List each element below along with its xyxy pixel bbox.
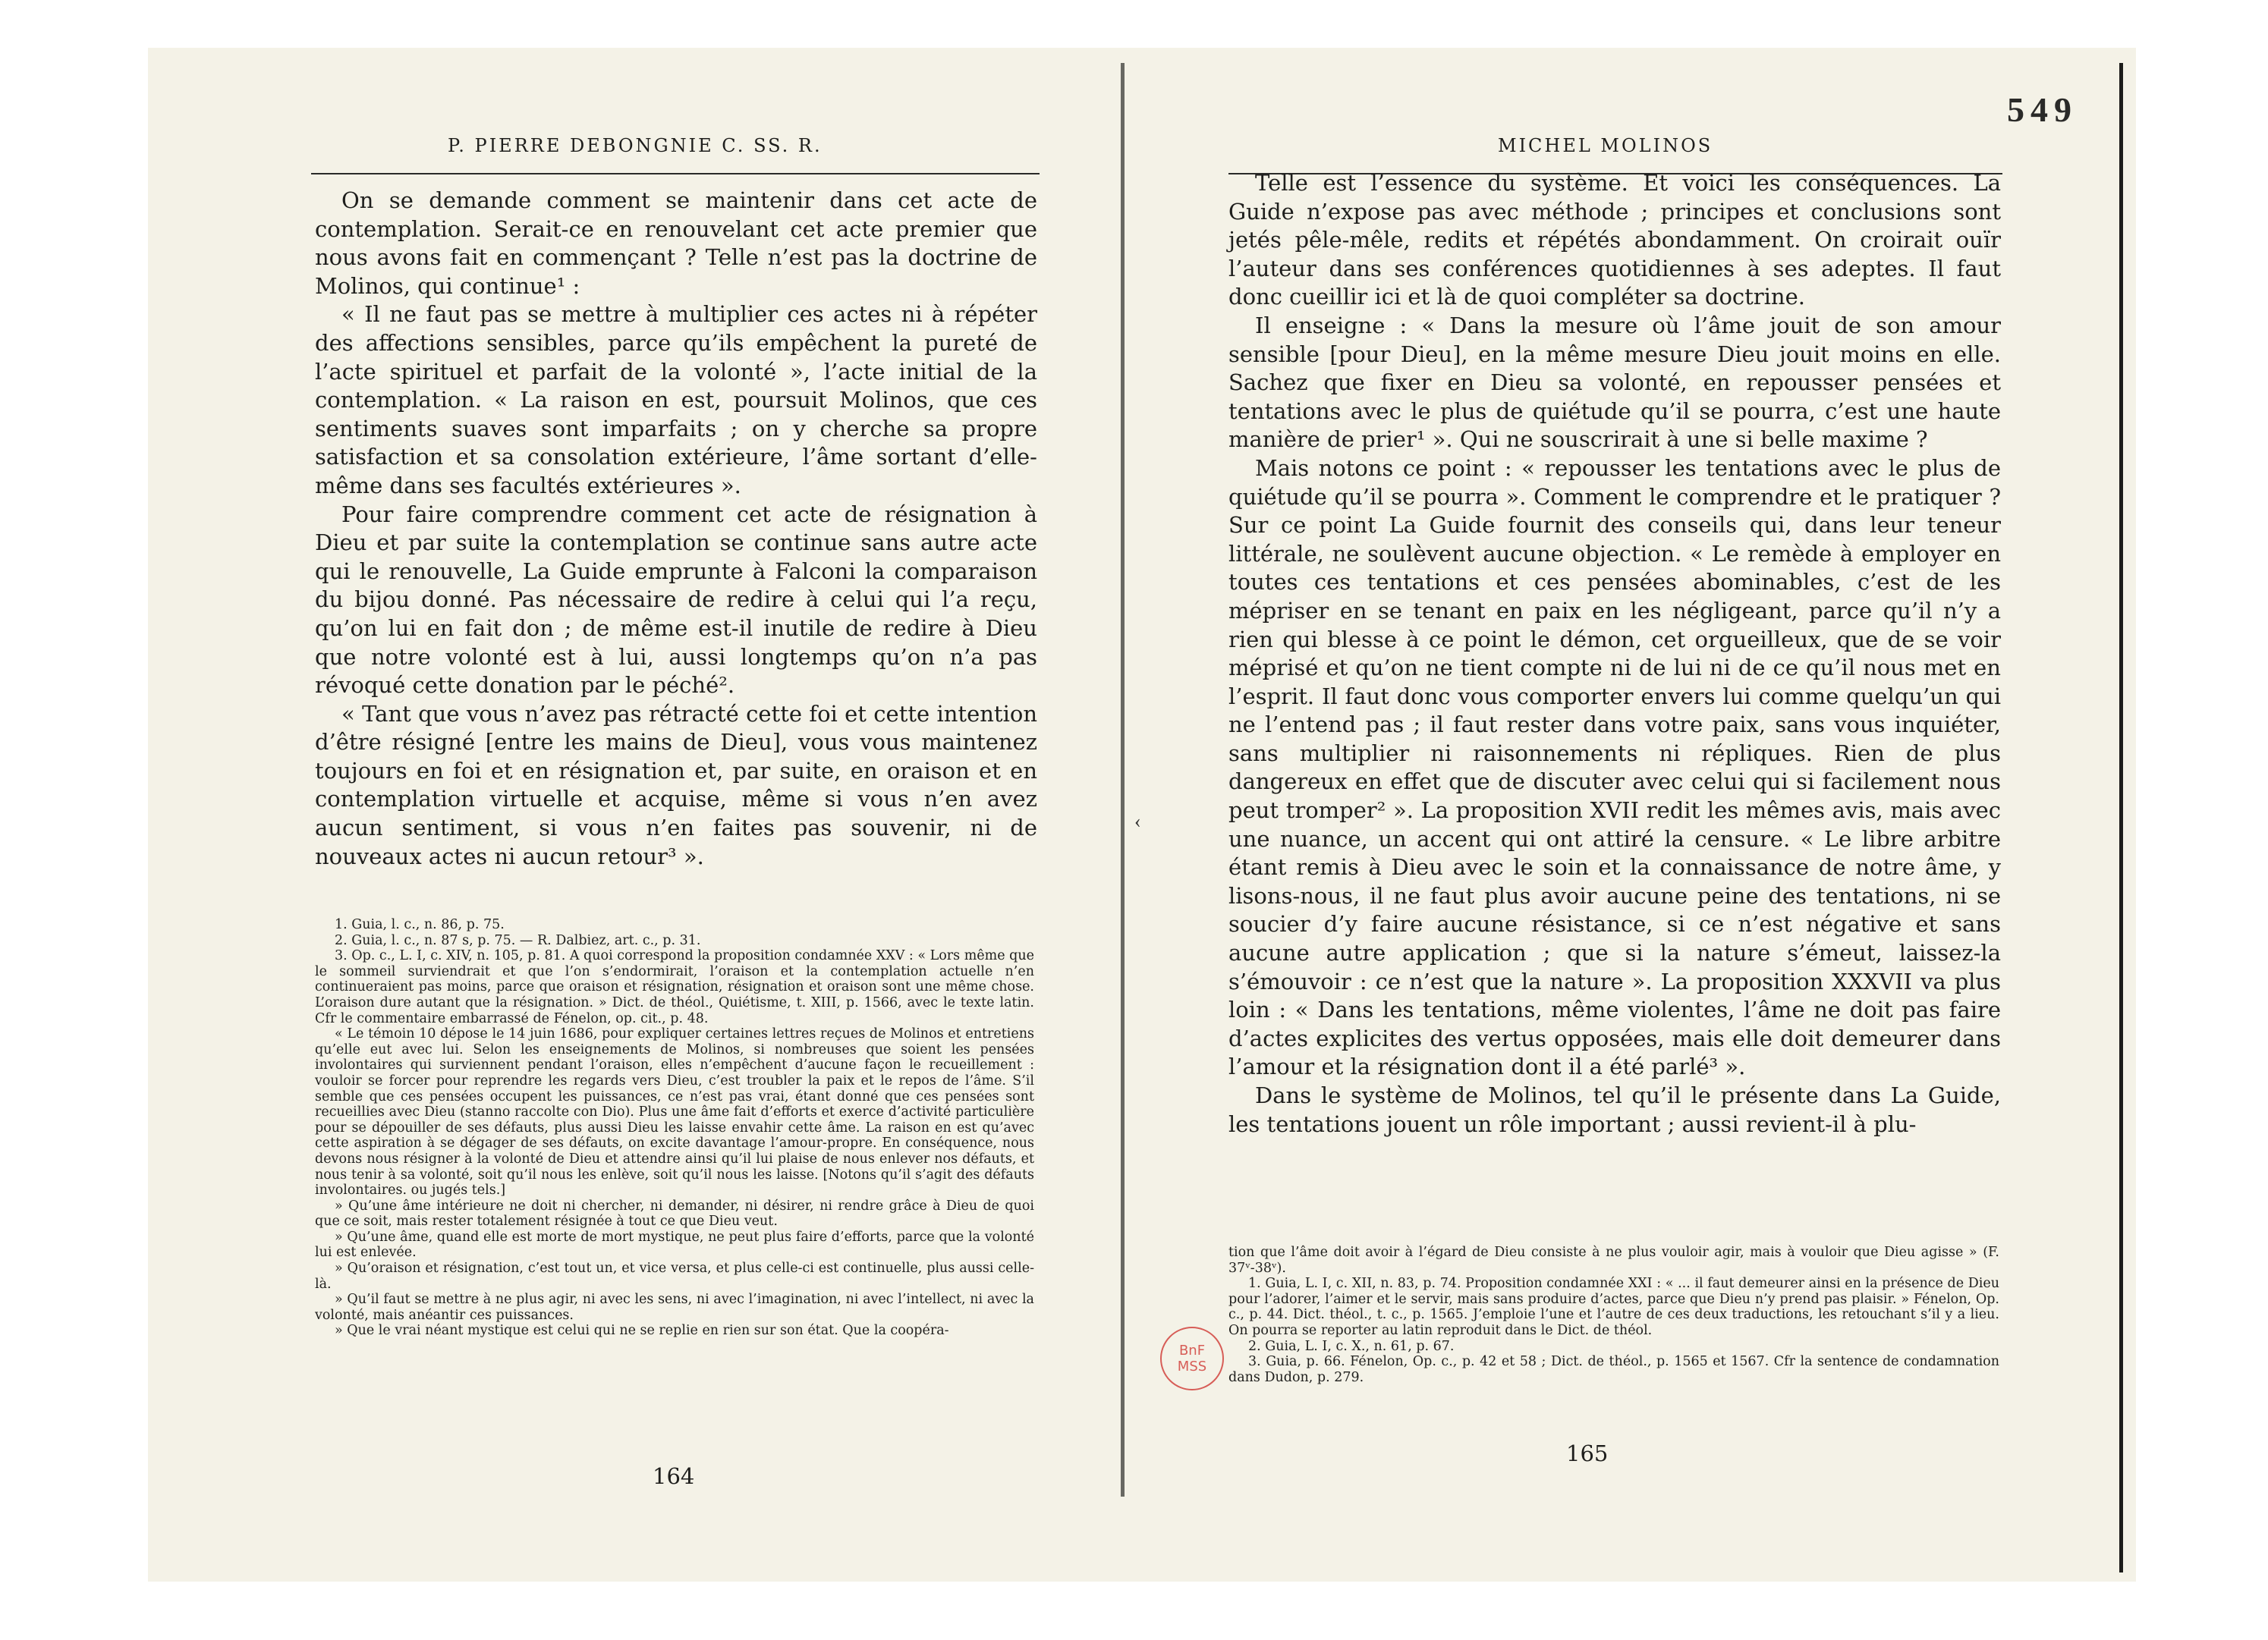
page-number-left: 164 xyxy=(653,1463,695,1489)
footnote: « Le témoin 10 dépose le 14 juin 1686, pour expliquer certaines lettres reçues de Molinos et entretiens qu’elle eut avec lui. Selon les enseignements de Molinos, si nombreuses que soient les pensées involontaires qui surviennent pendant l’oraison, elles n’empêchent d’aucune façon le recueillement : vouloir se forcer pour reprendre les regards vers Dieu, c’est troubler la paix et le repos de l’âme. S’il semble que ces pensées occupent les puissances, ce n’est pas vrai, étant donné que ces pensées sont recueillies avec Dieu (stanno raccolte con Dio). Plus une âme fait d’efforts et exerce d’activité particulière pour se dépouiller de ses défauts, plus aussi Dieu les laisse envahir cette âme. La raison en est qu’avec cette aspiration à se dégager de ses défauts, on excite davantage l’amour-propre. En conséquence, nous devons nous résigner à la volonté de Dieu et attendre ainsi qu’il lui plaise de nous enlever nos défauts, et nous tenir à sa volonté, soit qu’il nous les enlève, soit qu’il nous les laisse. [Notons qu’il s’agit des défauts involontaires. ou jugés tels.] xyxy=(315,1026,1034,1199)
footnote: 1. Guia, l. c., n. 86, p. 75. xyxy=(335,917,505,932)
right-body-text xyxy=(1228,169,2001,1139)
left-body-text xyxy=(315,187,1037,871)
paragraph: Pour faire comprendre comment cet acte de résignation à Dieu et par suite la contemplation se continue sans autre acte qui le renouvelle, La Guide emprunte à Falconi la comparaison du bijou donné. Pas nécessaire de redire à celui qui l’a reçu, qu’on lui en fait don ; de même est-il inutile de redire à Dieu que notre volonté est à lui, aussi longtemps qu’on n’a pas révoqué cette donation par le péché². xyxy=(315,501,1037,699)
page-edge-shadow xyxy=(2119,63,2123,1572)
footnote: » Que le vrai néant mystique est celui qui ne se replie en rien sur son état. Que la coopéra- xyxy=(335,1323,949,1339)
paragraph: Il enseigne : « Dans la mesure où l’âme jouit de son amour sensible [pour Dieu], en la même mesure Dieu jouit moins en elle. Sachez que fixer en Dieu sa volonté, en repousser pensées et tentations avec le plus de quiétude qu’il se pourra, c’est une haute manière de prier¹ ». Qui ne souscrirait à une si belle maxime ? xyxy=(1228,312,2001,453)
footnote: » Qu’une âme, quand elle est morte de mort mystique, ne peut plus faire d’efforts, parce que la volonté lui est enlevée. xyxy=(315,1229,1034,1261)
footnote: » Qu’une âme intérieure ne doit ni chercher, ni demander, ni désirer, ni rendre grâce à Dieu de quoi que ce soit, mais rester totalement résignée à tout ce que Dieu veut. xyxy=(315,1198,1034,1230)
paragraph: Dans le système de Molinos, tel qu’il le présente dans La Guide, les tentations jouent un rôle important ; aussi revient-il à plu- xyxy=(1228,1082,2001,1137)
margin-mark: ‹ xyxy=(1134,810,1141,832)
running-head-left: P. PIERRE DEBONGNIE C. SS. R. xyxy=(448,135,823,156)
footnote: 3. Guia, p. 66. Fénelon, Op. c., p. 42 et 58 ; Dict. de théol., p. 1565 et 1567. Cfr la sentence de condamnation dans Dudon, p. 279. xyxy=(1228,1354,1999,1385)
right-footnotes xyxy=(1228,1245,1999,1385)
header-rule xyxy=(311,173,1040,174)
footnote: 2. Guia, l. c., n. 87 s, p. 75. — R. Dalbiez, art. c., p. 31. xyxy=(335,932,701,948)
footnote: tion que l’âme doit avoir à l’égard de Dieu consiste à ne plus vouloir agir, mais à vouloir que Dieu agisse » (F. 37ᵛ-38ᵛ). xyxy=(1228,1245,1999,1276)
paragraph: « Il ne faut pas se mettre à multiplier ces actes ni à répéter des affections sensibles, parce qu’ils empêchent la pureté de l’acte spirituel et parfait de la volonté », l’acte initial de la contemplation. « La raison en est, poursuit Molinos, que ces sentiments suaves sont imparfaits ; on y cherche sa propre satisfaction et sa consolation extérieure, l’âme sortant d’elle-même dans ses facultés extérieures ». xyxy=(315,301,1037,498)
footnote: » Qu’oraison et résignation, c’est tout un, et vice versa, et plus celle-ci est continuelle, plus aussi celle-là. xyxy=(315,1261,1034,1292)
paragraph: On se demande comment se maintenir dans cet acte de contemplation. Serait-ce en renouvelant cet acte premier que nous avons fait en commençant ? Telle n’est pas la doctrine de Molinos, qui continue¹ : xyxy=(315,187,1037,299)
footnote: 1. Guia, L. I, c. XII, n. 83, p. 74. Proposition condamnée XXI : « ... il faut demeurer ainsi en la présence de Dieu pour l’adorer, l’aimer et le servir, mais sans produire d’actes, parce que Dieu n’y prend pas plaisir. » Fénelon, Op. c., p. 44. Dict. théol., t. c., p. 1565. J’emploie l’une et l’autre de ces deux traductions, les retouchant s’il y a lieu. On pourra se reporter au latin reproduit dans le Dict. de théol. xyxy=(1228,1276,1999,1338)
paragraph: Mais notons ce point : « repousser les tentations avec le plus de quiétude qu’il se pourra ». Comment le comprendre et le pratiquer ? Sur ce point La Guide fournit des conseils qui, dans leur teneur littérale, ne soulèvent aucune objection. « Le remède à employer en toutes ces tentations et ces pensées abominables, c’est de les mépriser en se tenant en paix en les négligeant, parce qu’il n’y a rien qui blesse à ce point le démon, cet orgueilleux, que de se voir méprisé et qu’on ne tient compte ni de lui ni de ce qu’il nous met en l’esprit. Il faut donc vous comporter envers lui comme quelqu’un qui ne l’entend pas ; il faut rester dans votre paix, sans vous inquiéter, sans multiplier ni raisonnements ni répliques. Rien de plus dangereux en effet que de discuter avec celui qui si facilement nous peut tromper² ». La proposition XVII redit les mêmes avis, mais avec une nuance, un accent qui ont attiré la censure. « Le libre arbitre étant remis à Dieu avec le soin et la connaissance de notre âme, y lisons-nous, il ne faut plus avoir aucune peine des tentations, ni se soucier d’y faire aucune résistance, si ce n’est négative et sans aucune autre application ; que si la nature s’émeut, laissez-la s’émouvoir : ce n’est que la nature ». La proposition XXXVII va plus loin : « Dans les tentations, même violentes, l’âme ne doit pas faire d’actes explicites des vertus opposées, mais elle doit demeurer dans l’amour et la résignation dont il a été parlé³ ». xyxy=(1228,454,2001,1080)
book-gutter xyxy=(1121,63,1125,1497)
paragraph: Telle est l’essence du système. Et voici les conséquences. La Guide n’expose pas avec méthode ; principes et conclusions sont jetés pêle-mêle, redits et répétés abondamment. On croirait ouïr l’auteur dans ses conférences quotidiennes à ses adeptes. Il faut donc cueillir ici et là de quoi compléter sa doctrine. xyxy=(1228,170,2001,310)
library-stamp xyxy=(1160,1327,1224,1390)
footnote: » Qu’il faut se mettre à ne plus agir, ni avec les sens, ni avec l’imagination, ni avec l’intellect, ni avec la volonté, mais anéantir ces puissances. xyxy=(315,1292,1034,1323)
stamp-line: BnF xyxy=(1178,1343,1206,1359)
page-number-right: 165 xyxy=(1566,1440,1609,1466)
left-page xyxy=(148,48,1119,1582)
footnote: 2. Guia, L. I, c. X., n. 61, p. 67. xyxy=(1248,1338,1455,1354)
footnote: 3. Op. c., L. I, c. XIV, n. 105, p. 81. A quoi correspond la proposition condamnée XXV : « Lors même que le sommeil surviendrait et que l’on s’endormirait, l’oraison et la contemplation actuelle n’en continueraient pas moins, parce que oraison et résignation, résignation et oraison sont une même chose. L’oraison dure autant que la résignation. » Dict. de théol., Quiétisme, t. XIII, p. 1566, avec le texte latin. Cfr le commentaire embarrassé de Fénelon, op. cit., p. 48. xyxy=(315,948,1035,1026)
left-footnotes xyxy=(315,917,1034,1339)
stamp-line: MSS xyxy=(1177,1359,1207,1375)
right-page xyxy=(1128,48,2115,1582)
running-head-right: MICHEL MOLINOS xyxy=(1498,135,1713,156)
archive-folio-number: 549 xyxy=(2007,90,2078,129)
paragraph: « Tant que vous n’avez pas rétracté cette foi et cette intention d’être résigné [entre les mains de Dieu], vous vous maintenez toujours en foi et en résignation et, par suite, en oraison et en contemplation virtuelle et acquise, même si vous n’en avez aucun sentiment, si vous n’en faites pas souvenir, ni de nouveaux actes ni aucun retour³ ». xyxy=(315,700,1037,869)
scanned-book-spread xyxy=(148,48,2136,1582)
